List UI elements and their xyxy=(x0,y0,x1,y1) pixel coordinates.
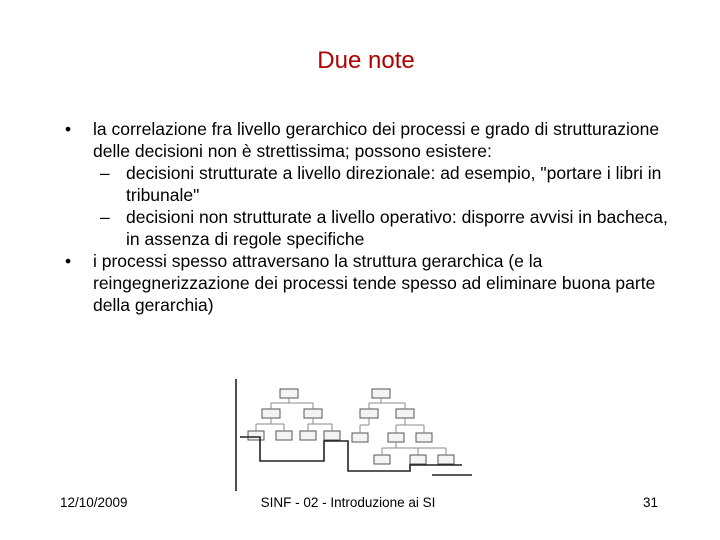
tree-connector xyxy=(308,418,332,431)
org-box xyxy=(248,431,264,440)
bullet-icon: • xyxy=(65,119,72,139)
org-box xyxy=(304,409,322,418)
slide-title: Due note xyxy=(317,47,415,74)
tree-connector xyxy=(396,418,424,433)
slide-body xyxy=(60,118,680,316)
tree-connector xyxy=(271,398,313,409)
sub-bullet-text: decisioni strutturate a livello direzionale: ad esempio, "portare i libri in tribunale" xyxy=(126,163,662,205)
org-box xyxy=(372,389,390,398)
tree-connector xyxy=(369,398,405,409)
tree-connector xyxy=(382,442,446,455)
org-box xyxy=(262,409,280,418)
org-box xyxy=(280,389,298,398)
org-box xyxy=(374,455,390,464)
sub-bullet-item xyxy=(60,206,680,250)
dash-icon: – xyxy=(100,163,110,183)
sub-bullet-text: decisioni non strutturate a livello operativo: disporre avvisi in bacheca, in assenza di regole specifiche xyxy=(126,207,668,249)
tree-connector xyxy=(360,418,369,433)
bullet-icon: • xyxy=(65,251,72,271)
page-number: 31 xyxy=(642,495,658,510)
org-box xyxy=(300,431,316,440)
bullet-text: i processi spesso attraversano la struttura gerarchica (e la reingegnerizzazione dei processi tende spesso ad eliminare buona parte della gerarchia) xyxy=(93,251,656,315)
footer-date: 12/10/2009 xyxy=(60,495,128,510)
tree-connector xyxy=(256,418,284,431)
bullet-item xyxy=(60,250,680,316)
org-box xyxy=(276,431,292,440)
dash-icon: – xyxy=(100,207,110,227)
org-box xyxy=(324,431,340,440)
org-box xyxy=(396,409,414,418)
sub-bullet-item xyxy=(60,162,680,206)
bullet-item xyxy=(60,118,680,162)
org-box xyxy=(388,433,404,442)
org-box xyxy=(352,433,368,442)
org-box xyxy=(410,455,426,464)
hierarchy-diagram xyxy=(232,379,480,491)
org-box xyxy=(438,455,454,464)
org-box xyxy=(416,433,432,442)
org-box xyxy=(360,409,378,418)
footer-title: SINF - 02 - Introduzione ai SI xyxy=(260,495,436,510)
bullet-text: la correlazione fra livello gerarchico dei processi e grado di strutturazione delle decisioni non è strettissima; possono esistere: xyxy=(93,119,660,161)
